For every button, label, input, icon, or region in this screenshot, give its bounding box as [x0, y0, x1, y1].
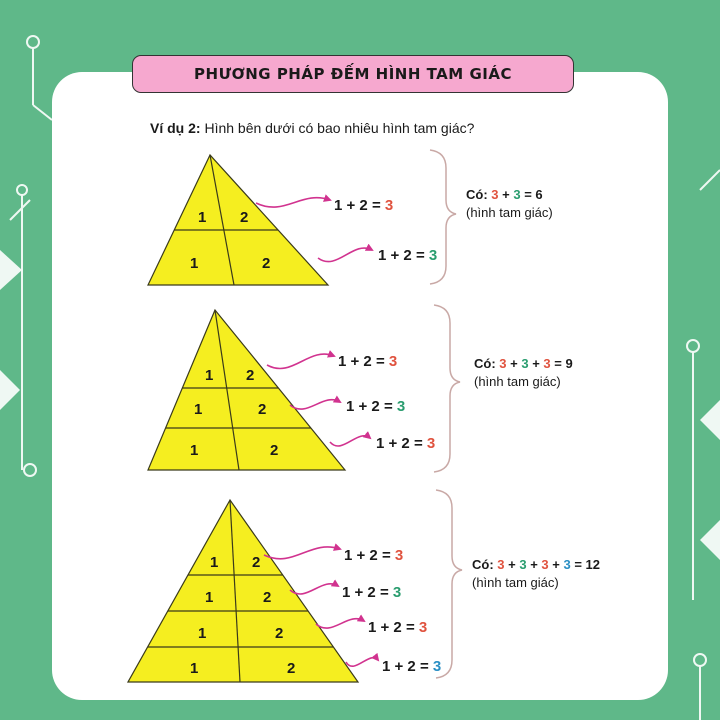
question-text: Hình bên dưới có bao nhiêu hình tam giác?: [200, 120, 475, 136]
cell-label-right: 2: [275, 625, 284, 642]
cell-label-right: 2: [240, 209, 249, 226]
row-equation: 1 + 2 = 3: [346, 398, 406, 415]
cell-label-right: 2: [270, 442, 279, 459]
pink-arrow: [264, 547, 340, 559]
summary-unit: (hình tam giác): [474, 374, 561, 389]
cell-label-left: 1: [190, 255, 199, 272]
triangle-2: [148, 310, 345, 470]
pink-arrow: [318, 248, 372, 262]
summary-1: [466, 186, 553, 222]
triangle-3: [128, 500, 358, 682]
pink-arrow: [267, 354, 334, 368]
cell-label-left: 1: [194, 401, 203, 418]
pink-arrow: [290, 400, 340, 409]
row-equation: 1 + 2 = 3: [334, 197, 394, 214]
cell-label-left: 1: [210, 554, 219, 571]
cell-label-left: 1: [205, 367, 214, 384]
row-equation: 1 + 2 = 3: [382, 658, 442, 675]
triangle-1: [148, 155, 328, 285]
cell-label-right: 2: [263, 589, 272, 606]
row-equation: 1 + 2 = 3: [338, 353, 398, 370]
cell-label-right: 2: [287, 660, 296, 677]
row-equation: 1 + 2 = 3: [344, 547, 404, 564]
cell-label-left: 1: [198, 209, 207, 226]
summary-2: [474, 355, 573, 391]
summary-equation: Có: 3 + 3 + 3 + 3 = 12: [472, 557, 600, 572]
summary-3: [472, 556, 600, 592]
cell-label-right: 2: [252, 554, 261, 571]
pink-arrow: [330, 436, 370, 446]
pink-arrow: [316, 619, 364, 628]
summary-unit: (hình tam giác): [466, 205, 553, 220]
cell-label-left: 1: [190, 660, 199, 677]
row-equation: 1 + 2 = 3: [342, 584, 402, 601]
summary-unit: (hình tam giác): [472, 575, 559, 590]
pink-arrow: [346, 658, 378, 667]
question-label: Ví dụ 2:: [150, 120, 201, 136]
row-equation: 1 + 2 = 3: [378, 247, 438, 264]
pink-arrow: [256, 198, 330, 207]
cell-label-right: 2: [246, 367, 255, 384]
cell-label-left: 1: [198, 625, 207, 642]
summary-equation: Có: 3 + 3 + 3 = 9: [474, 356, 573, 371]
cell-label-left: 1: [190, 442, 199, 459]
cell-label-right: 2: [262, 255, 271, 272]
row-equation: 1 + 2 = 3: [368, 619, 428, 636]
cell-label-right: 2: [258, 401, 267, 418]
cell-label-left: 1: [205, 589, 214, 606]
pink-arrow: [290, 584, 338, 594]
row-equation: 1 + 2 = 3: [376, 435, 436, 452]
page-title: PHƯƠNG PHÁP ĐẾM HÌNH TAM GIÁC: [194, 65, 512, 83]
summary-equation: Có: 3 + 3 = 6: [466, 187, 543, 202]
